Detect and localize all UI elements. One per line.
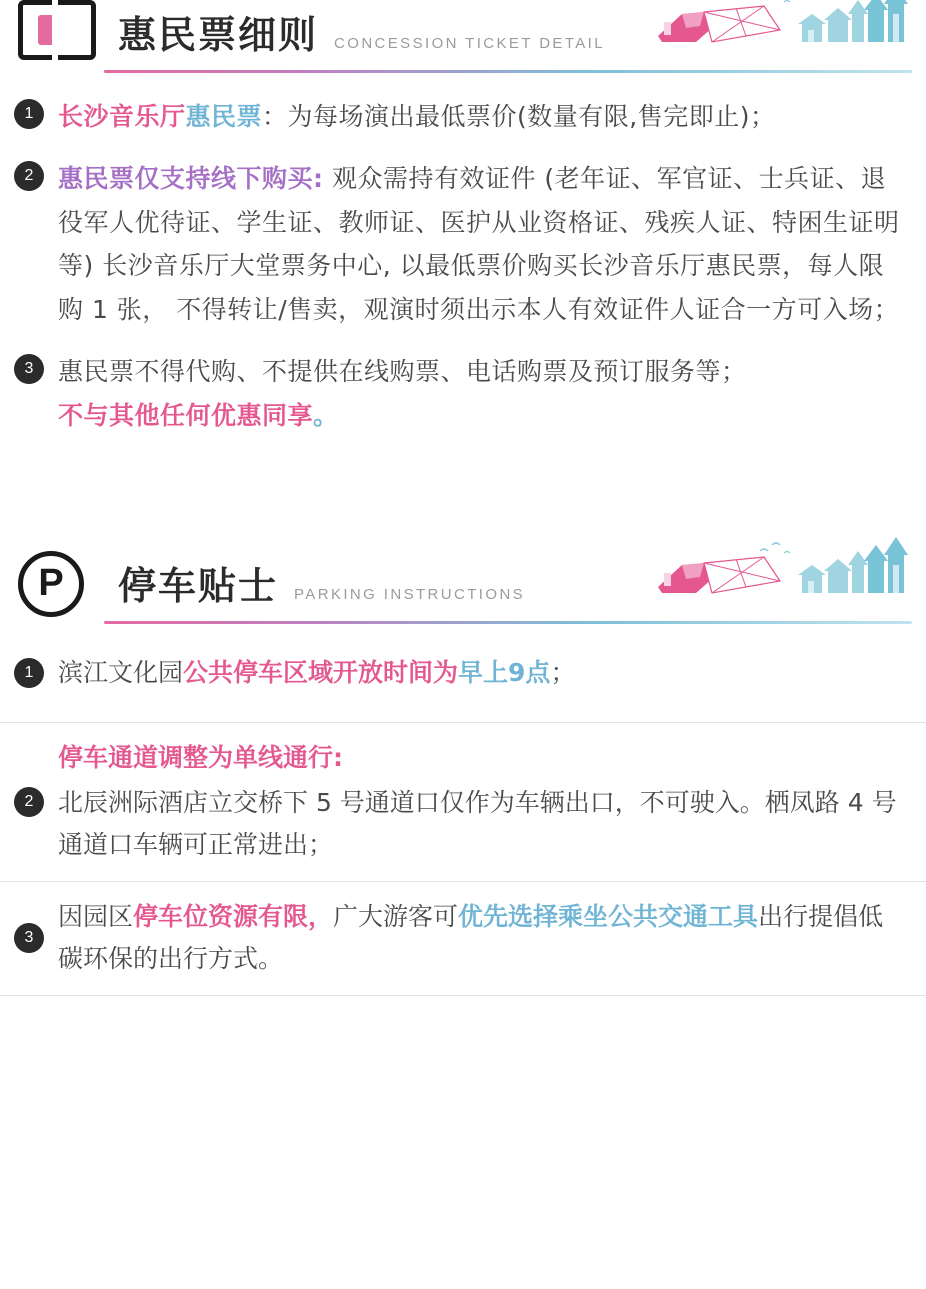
item-text — [58, 652, 902, 695]
ticket-icon — [18, 0, 96, 62]
list-item — [0, 350, 926, 438]
item-number: 2 — [14, 787, 44, 817]
item-text-part: 滨江文化园 — [58, 658, 184, 687]
section-spacer — [0, 455, 926, 551]
item-text-part: 惠民票仅支持线下购买: — [58, 163, 324, 193]
item-text-part: 因园区 — [58, 901, 134, 931]
item-subtitle: 停车通道调整为单线通行: — [58, 743, 343, 773]
section-header-parking — [0, 551, 926, 613]
item-text — [58, 737, 902, 867]
bottom-spacer — [0, 996, 926, 1022]
item-number: 3 — [14, 923, 44, 953]
section-title-en: CONCESSION TICKET DETAIL — [334, 34, 605, 52]
item-text-part: 惠民票不得代购、不提供在线购票、电话购票及预订服务等； — [58, 356, 747, 386]
item-text — [58, 896, 902, 981]
item-text-part: 北辰洲际酒店立交桥下 5 号通道口仅作为车辆出口，不可驶入。栖凤路 4 号通道口车辆可正常进出； — [58, 787, 897, 860]
header-rule — [104, 70, 912, 73]
item-text-part: 不与其他任何优惠同享 — [58, 400, 314, 430]
item-text-part: 长沙音乐厅 — [58, 102, 186, 131]
item-text — [58, 350, 902, 438]
list-item — [0, 157, 926, 332]
item-number: 2 — [14, 161, 44, 191]
list-item — [0, 723, 926, 882]
concession-list — [0, 95, 926, 437]
header-titles — [118, 555, 525, 610]
item-number: 1 — [14, 658, 44, 688]
item-number: 3 — [14, 354, 44, 384]
item-text-part: ； — [550, 658, 576, 687]
section-concession — [0, 0, 926, 437]
item-text — [58, 157, 902, 332]
header-titles — [118, 4, 605, 59]
section-title-cn: 停车贴士 — [118, 563, 279, 608]
item-text — [58, 95, 902, 139]
item-text-part: 早上9点 — [458, 658, 551, 687]
item-text-part: 优先选择乘坐公共交通工具 — [458, 901, 759, 931]
item-text-part: 出行提倡低碳环保的出行方式。 — [58, 901, 884, 974]
item-number: 1 — [14, 99, 44, 129]
list-item — [0, 882, 926, 996]
parking-letter: P — [18, 551, 84, 617]
item-text-part: 观众需持有效证件 (老年证、军官证、士兵证、退役军人优待证、学生证、教师证、医护从业资格证、残疾人证、特困生证明等) 长沙音乐厅大堂票务中心, 以最低票价购买长沙音乐厅惠民票，每人限购 1 张， 不得转让/售卖，观演时须出示本人有效证件人证合一方可入场； — [58, 163, 900, 324]
section-parking — [0, 551, 926, 1022]
item-text-part: 惠民票 — [185, 102, 263, 131]
section-title-en: PARKING INSTRUCTIONS — [294, 585, 526, 603]
parking-list — [0, 624, 926, 996]
list-item — [0, 95, 926, 139]
item-text-part: 广大游客可 — [333, 901, 459, 931]
section-header-concession — [0, 0, 926, 62]
list-item — [0, 624, 926, 723]
item-text-part: 。 — [313, 400, 339, 430]
skyline-decoration-icon — [652, 0, 912, 54]
item-text-part: 停车位资源有限， — [133, 901, 334, 931]
section-title-cn: 惠民票细则 — [118, 12, 319, 57]
item-text-part: 公共停车区域开放时间为 — [183, 658, 459, 687]
parking-icon — [18, 551, 96, 613]
item-text-part: ：为每场演出最低票价(数量有限,售完即止)； — [262, 102, 776, 131]
